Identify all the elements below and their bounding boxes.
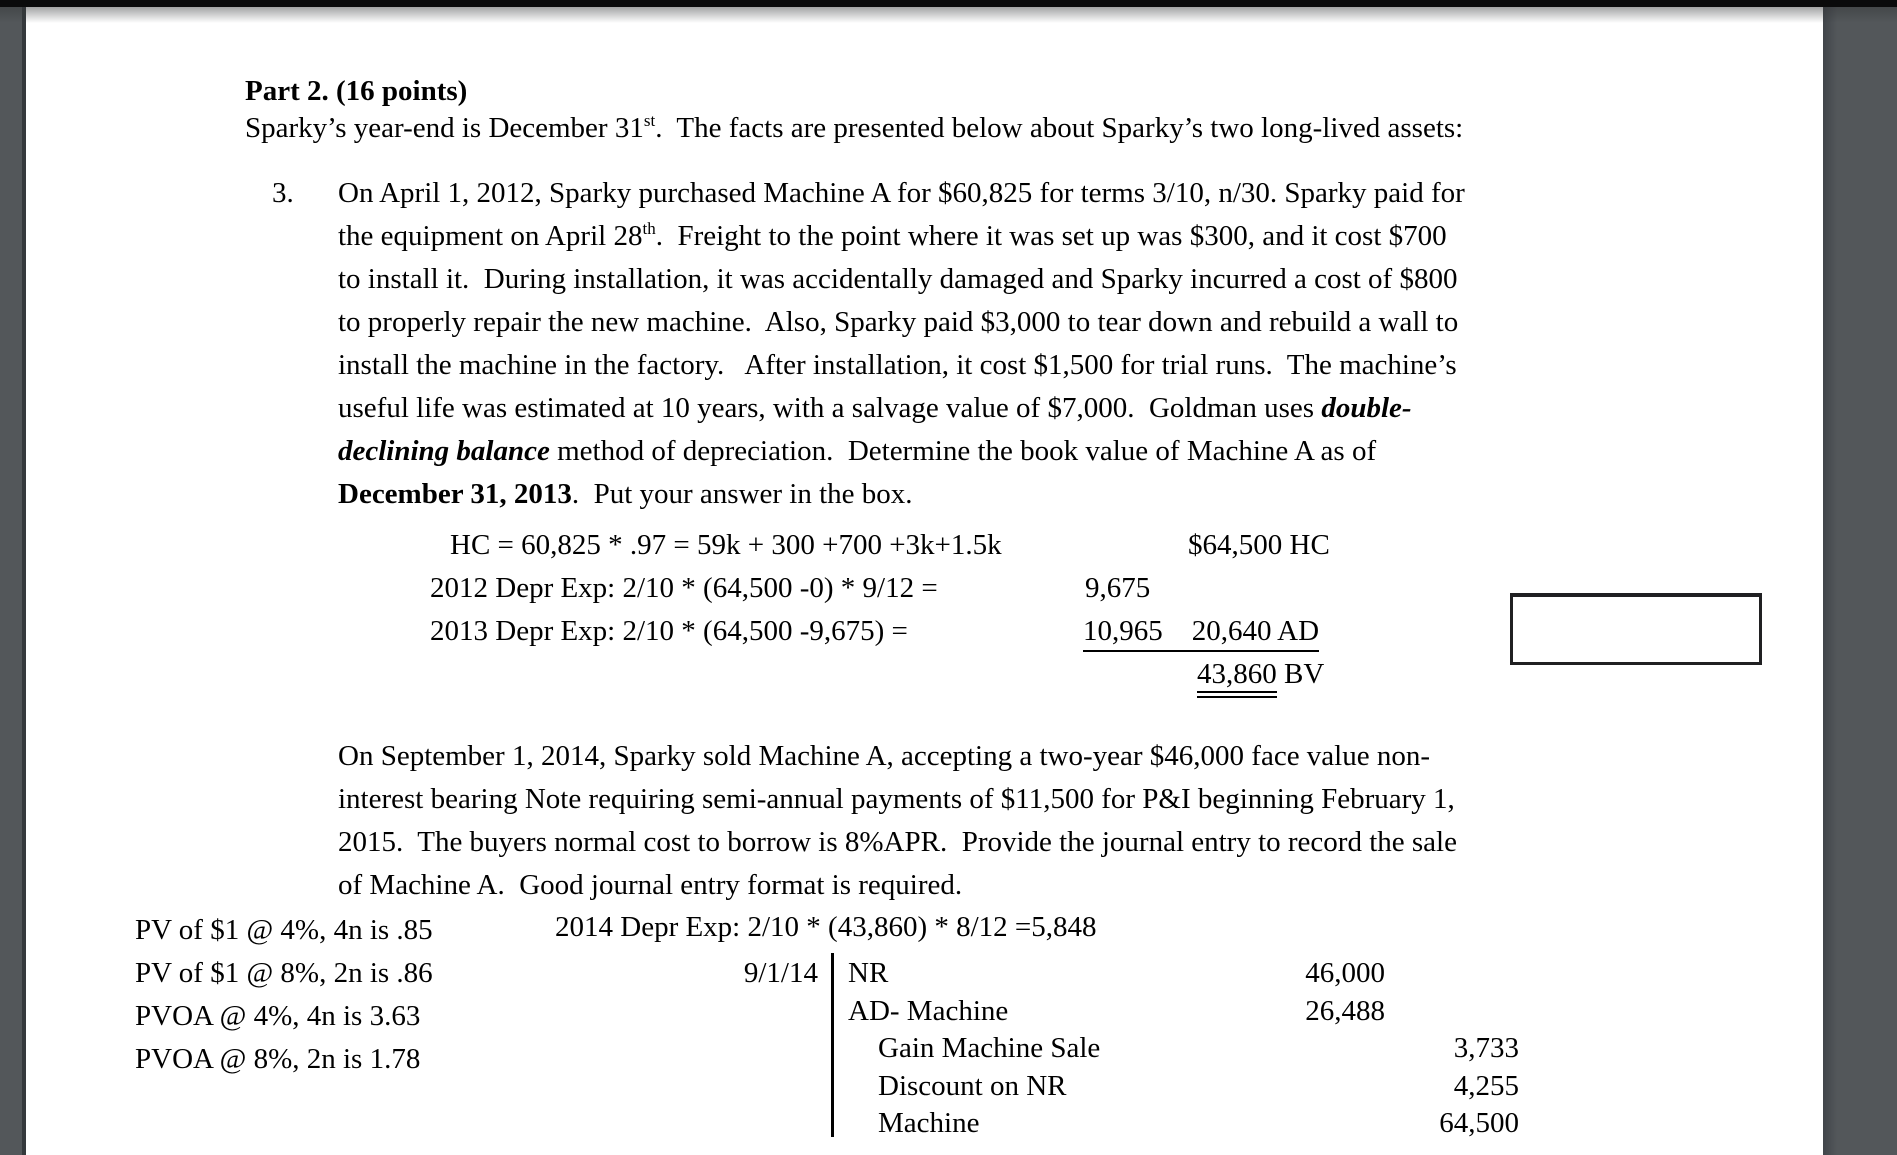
journal-account-ad-machine: AD- Machine <box>848 995 1009 1027</box>
intro-superscript: st <box>643 111 656 130</box>
item3-line-2 <box>338 218 1447 258</box>
item3-line-2-superscript: th <box>642 219 656 238</box>
calc-2013-underlined-total: 10,965 20,640 AD <box>1083 615 1319 652</box>
item3-line-6-bold-italic: double- <box>1321 392 1412 424</box>
pv-factor-1: PV of $1 @ 4%, 4n is .85 <box>135 914 433 946</box>
calc-hc-value: $64,500 HC <box>1188 529 1330 561</box>
calc-2012-value: 9,675 <box>1085 572 1151 604</box>
answer-box[interactable] <box>1510 593 1762 665</box>
item3-line-7 <box>338 433 1376 469</box>
para2-line-2: interest bearing Note requiring semi-annual payments of $11,500 for P&I beginning February 1, <box>338 783 1455 815</box>
page-top-shadow <box>0 7 1897 23</box>
pv-factor-4: PVOA @ 8%, 2n is 1.78 <box>135 1043 421 1075</box>
journal-credit-gain: 3,733 <box>1453 1032 1519 1064</box>
journal-debit-ad-machine: 26,488 <box>1305 995 1385 1027</box>
item3-line-8 <box>338 476 913 512</box>
intro-text-pre: Sparky’s year-end is December 31 <box>245 112 644 144</box>
pv-factor-3: PVOA @ 4%, 4n is 3.63 <box>135 1000 421 1032</box>
calc-hc-label: HC = 60,825 * .97 = 59k + 300 +700 +3k+1.5k <box>450 529 1002 561</box>
calc-book-value-line <box>1197 656 1324 692</box>
part-title: Part 2. (16 points) <box>245 75 468 107</box>
calc-2012-label: 2012 Depr Exp: 2/10 * (64,500 -0) * 9/12 = <box>430 572 938 604</box>
item3-line-4: to properly repair the new machine. Also, Sparky paid $3,000 to tear down and rebuild a wall to <box>338 306 1459 338</box>
page-right-edge-seam <box>1823 0 1837 1155</box>
journal-account-discount: Discount on NR <box>878 1070 1067 1102</box>
item3-line-3: to install it. During installation, it was accidentally damaged and Sparky incurred a cost of $800 <box>338 263 1458 295</box>
para2-line-4: of Machine A. Good journal entry format is required. <box>338 869 963 901</box>
item3-line-8b: . Put your answer in the box. <box>571 478 913 510</box>
journal-account-gain: Gain Machine Sale <box>878 1032 1101 1064</box>
pv-factor-2: PV of $1 @ 8%, 2n is .86 <box>135 957 433 989</box>
item3-line-7-bold-italic: declining balance <box>338 435 550 467</box>
item3-line-6a: useful life was estimated at 10 years, with a salvage value of $7,000. Goldman uses <box>338 392 1322 424</box>
calc-2013-label: 2013 Depr Exp: 2/10 * (64,500 -9,675) = <box>430 615 908 647</box>
intro-text-post: . The facts are presented below about Sparky’s two long-lived assets: <box>655 112 1464 144</box>
item3-marker: 3. <box>272 177 294 209</box>
journal-date: 9/1/14 <box>743 957 818 989</box>
window-top-bar <box>0 0 1897 7</box>
book-value-double-underlined: 43,860 <box>1197 658 1277 698</box>
item3-line-2a: the equipment on April 28 <box>338 220 643 252</box>
journal-account-nr: NR <box>848 957 889 989</box>
calc-2013-value <box>1083 613 1319 649</box>
journal-entry-rule <box>831 953 834 1137</box>
page-left-edge-seam <box>22 0 26 1155</box>
item3-line-1: On April 1, 2012, Sparky purchased Machine A for $60,825 for terms 3/10, n/30. Sparky paid for <box>338 177 1465 209</box>
para2-line-3: 2015. The buyers normal cost to borrow is 8%APR. Provide the journal entry to record the sale <box>338 826 1457 858</box>
journal-debit-nr: 46,000 <box>1305 957 1385 989</box>
item3-line-2c: . Freight to the point where it was set up was $300, and it cost $700 <box>655 220 1447 252</box>
item3-line-6 <box>338 390 1412 426</box>
journal-account-machine: Machine <box>878 1107 980 1139</box>
item3-line-7b: method of depreciation. Determine the book value of Machine A as of <box>549 435 1377 467</box>
journal-credit-discount: 4,255 <box>1453 1070 1519 1102</box>
intro-line <box>245 110 1463 150</box>
item3-line-5: install the machine in the factory. After installation, it cost $1,500 for trial runs. The machine’s <box>338 349 1457 381</box>
journal-credit-machine: 64,500 <box>1439 1107 1519 1139</box>
depr-2014-line: 2014 Depr Exp: 2/10 * (43,860) * 8/12 =5,848 <box>555 911 1097 943</box>
book-value-suffix: BV <box>1276 658 1325 690</box>
para2-line-1: On September 1, 2014, Sparky sold Machine A, accepting a two-year $46,000 face value non- <box>338 740 1431 772</box>
item3-line-8-bold-date: December 31, 2013 <box>338 478 572 510</box>
